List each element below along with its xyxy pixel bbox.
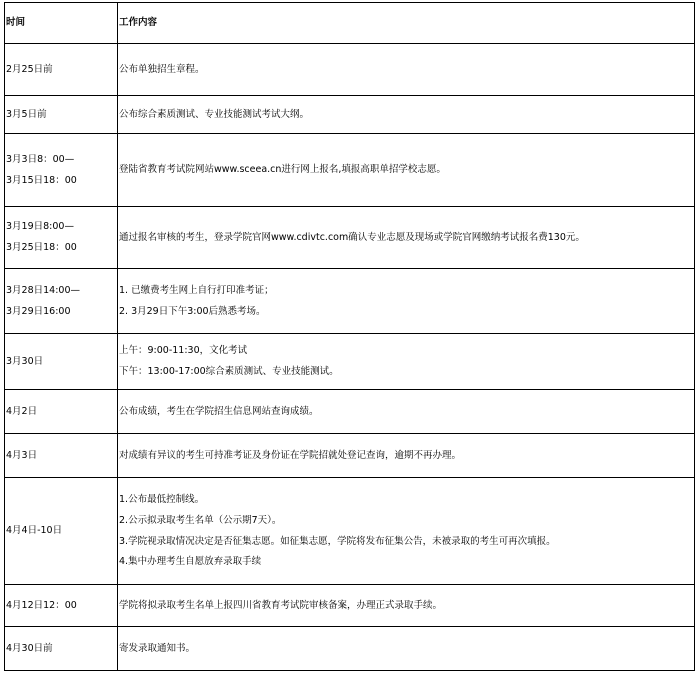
content-text: 公布单独招生章程。 (119, 63, 205, 75)
time-text: 2月25日前 (6, 63, 53, 75)
content-text: 通过报名审核的考生，登录学院官网www.cdivtc.com确认专业志愿及现场或学院官网缴纳考试报名费130元。 (119, 231, 585, 243)
table-row (5, 134, 695, 207)
content-cell (118, 478, 695, 585)
header-row (5, 3, 695, 44)
time-cell (5, 585, 118, 627)
content-text: 1.公布最低控制线。 (119, 493, 205, 505)
content-text: 寄发录取通知书。 (119, 642, 196, 654)
time-cell (5, 96, 118, 134)
table-row (5, 207, 695, 269)
content-text: 登陆省教育考试院网站www.sceea.cn进行网上报名,填报高职单招学校志愿。 (119, 164, 446, 176)
content-text: 公布综合素质测试、专业技能测试考试大纲。 (119, 108, 310, 120)
table-row (5, 585, 695, 627)
table-row (5, 434, 695, 478)
content-cell (118, 390, 695, 434)
time-text: 3月28日14:00— (6, 284, 81, 296)
time-cell (5, 207, 118, 269)
content-cell (118, 334, 695, 390)
time-text: 4月4日-10日 (6, 525, 63, 537)
content-text: 1. 已缴费考生网上自行打印准考证； (119, 284, 274, 296)
time-text: 3月30日 (6, 355, 44, 367)
content-text: 2.公示拟录取考生名单（公示期7天）。 (119, 514, 282, 526)
content-cell (118, 585, 695, 627)
time-cell (5, 627, 118, 671)
content-cell (118, 44, 695, 96)
time-text: 4月30日前 (6, 642, 53, 654)
content-cell (118, 134, 695, 207)
header-time: 时间 (5, 3, 118, 44)
table-row (5, 269, 695, 334)
content-cell (118, 96, 695, 134)
content-cell (118, 269, 695, 334)
time-cell (5, 478, 118, 585)
time-text: 3月5日前 (6, 108, 47, 120)
time-text: 4月3日 (6, 449, 38, 461)
time-text: 4月12日12：00 (6, 599, 77, 611)
content-text: 上午：9:00-11:30，文化考试 (119, 345, 248, 357)
time-cell (5, 434, 118, 478)
time-cell (5, 334, 118, 390)
time-text: 3月25日18：00 (6, 242, 77, 253)
content-cell (118, 434, 695, 478)
content-text: 2. 3月29日下午3:00后熟悉考场。 (119, 305, 266, 317)
time-cell (5, 44, 118, 96)
content-text: 3.学院视录取情况决定是否征集志愿。如征集志愿，学院将发布征集公告，未被录取的考生可再次填报。 (119, 535, 556, 547)
time-text: 3月3日8：00— (6, 153, 75, 165)
time-text: 3月15日18：00 (6, 174, 77, 186)
table-row (5, 478, 695, 585)
table-row (5, 627, 695, 671)
time-cell (5, 390, 118, 434)
table-row (5, 390, 695, 434)
time-cell (5, 134, 118, 207)
content-text: 对成绩有异议的考生可持准考证及身份证在学院招就处登记查询，逾期不再办理。 (119, 449, 462, 461)
content-cell (118, 207, 695, 269)
content-cell (118, 627, 695, 671)
table-row (5, 96, 695, 134)
table-row (5, 334, 695, 390)
table-row (5, 44, 695, 96)
time-text: 3月29日16:00 (6, 305, 71, 317)
time-text: 4月2日 (6, 405, 38, 417)
header-content: 工作内容 (118, 3, 695, 44)
schedule-table (4, 2, 695, 671)
time-cell (5, 269, 118, 334)
content-text: 4.集中办理考生自愿放弃录取手续 (119, 556, 262, 568)
content-text: 下午：13:00-17:00综合素质测试、专业技能测试。 (119, 366, 339, 377)
content-text: 公布成绩，考生在学院招生信息网站查询成绩。 (119, 405, 319, 417)
time-text: 3月19日8:00— (6, 221, 74, 233)
content-text: 学院将拟录取考生名单上报四川省教育考试院审核备案，办理正式录取手续。 (119, 599, 443, 611)
